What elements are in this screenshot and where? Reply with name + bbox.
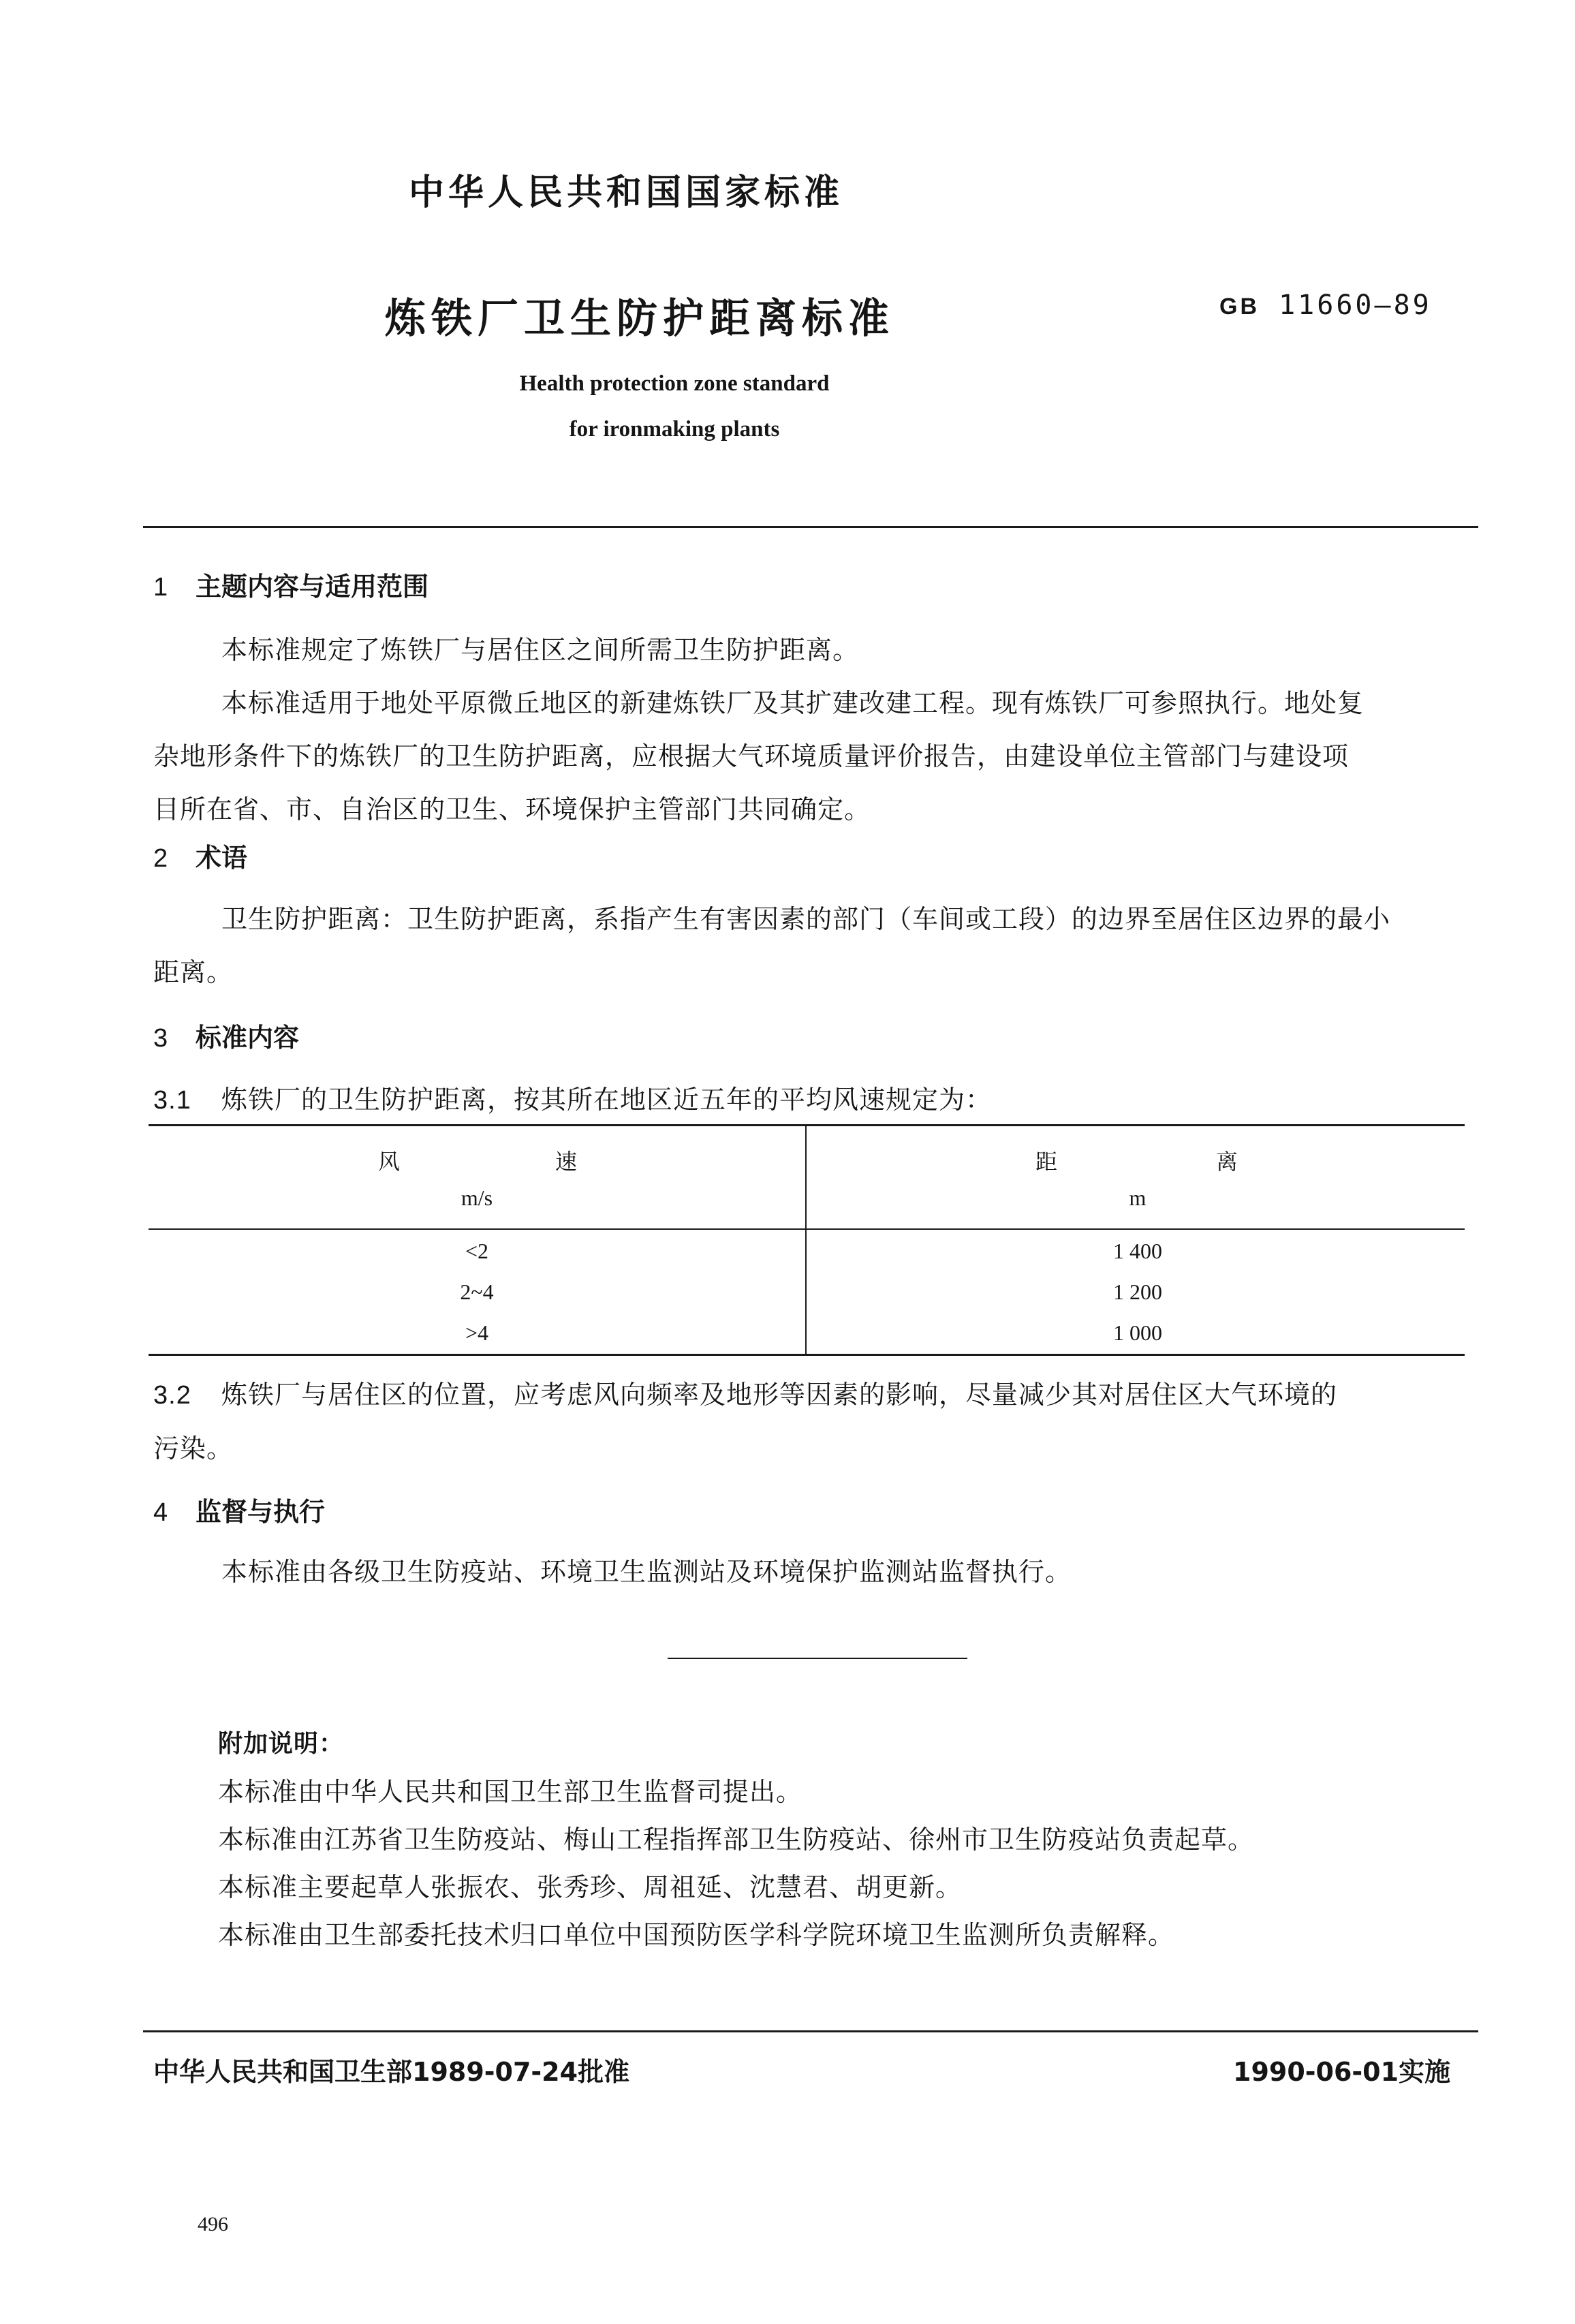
table-header-speed-b: 速 [555,1149,578,1175]
paragraph-line: 本标准适用于地处平原微丘地区的新建炼铁厂及其扩建改建工程。现有炼铁厂可参照执行。地处复 [221,688,1365,718]
standard-code-prefix: GB [1219,294,1260,320]
end-rule [668,1658,967,1659]
table-header-speed-unit: m/s [461,1186,493,1210]
header-rule [143,526,1478,528]
table-header-distance-a: 距 [1035,1149,1058,1175]
section-title: 监督与执行 [196,1497,326,1527]
document-title: 炼铁厂卫生防护距离标准 [385,295,894,343]
table-column-divider [805,1124,807,1356]
table-cell-speed: 2~4 [460,1280,494,1304]
clause-text: 炼铁厂与居住区的位置，应考虑风向频率及地形等因素的影响，尽量减少其对居住区大气环境的 [221,1380,1338,1410]
clause-text: 污染。 [153,1434,234,1463]
approval-date: 中华人民共和国卫生部1989-07-24批准 [153,2057,630,2087]
section-title: 标准内容 [196,1023,300,1053]
footer-rule [143,2030,1478,2032]
clause-3-2 [153,1368,1488,1475]
section-number: 3 [153,1024,168,1053]
paragraph-line: 卫生防护距离：卫生防护距离，系指产生有害因素的部门（车间或工段）的边界至居住区边界的最小 [221,904,1391,934]
paragraph-line: 目所在省、市、自治区的卫生、环境保护主管部门共同确定。 [153,794,871,824]
section-number: 2 [153,844,168,873]
clause-text: 炼铁厂的卫生防护距离，按其所在地区近五年的平均风速规定为： [221,1085,993,1115]
notes-heading: 附加说明： [218,1730,345,1758]
note-line: 本标准由中华人民共和国卫生部卫生监督司提出。 [218,1777,803,1807]
table-top-rule [149,1124,1465,1126]
table-header-distance-unit: m [1129,1186,1147,1210]
note-line: 本标准由江苏省卫生防疫站、梅山工程指挥部卫生防疫站、徐州市卫生防疫站负责起草。 [218,1825,1255,1855]
national-standard-heading: 中华人民共和国国家标准 [409,172,844,213]
paragraph: 本标准规定了炼铁厂与居住区之间所需卫生防护距离。 [221,635,860,665]
english-title-line-2: for ironmaking plants [569,417,780,441]
clause-3-1 [153,1073,1488,1127]
section-1-heading [153,565,428,603]
paragraph-line: 杂地形条件下的炼铁厂的卫生防护距离，应根据大气环境质量评价报告，由建设单位主管部门与建设项 [153,741,1350,771]
section-4-heading [153,1491,325,1528]
table-header-rule [149,1228,1465,1230]
note-line: 本标准主要起草人张振农、张秀珍、周祖延、沈慧君、胡更新。 [218,1872,963,1902]
section-4-body [153,1545,1488,1598]
section-number: 4 [153,1498,168,1527]
table-header-speed-a: 风 [378,1149,401,1175]
section-title: 术语 [196,843,248,873]
paragraph: 本标准由各级卫生防疫站、环境卫生监测站及环境保护监测站监督执行。 [221,1557,1072,1587]
section-2-heading [153,837,247,874]
section-3-heading [153,1017,299,1054]
page-number: 496 [198,2213,228,2235]
note-line: 本标准由卫生部委托技术归口单位中国预防医学科学院环境卫生监测所负责解释。 [218,1920,1175,1950]
table-cell-distance: 1 000 [1113,1320,1162,1345]
paragraph-line: 距离。 [153,957,234,987]
english-title-line-1: Health protection zone standard [519,371,830,396]
effective-date: 1990-06-01实施 [1233,2057,1451,2087]
table-bottom-rule [149,1354,1465,1356]
table-cell-speed: >4 [465,1320,489,1345]
additional-notes [218,1720,1485,1959]
standard-code-number: 11660—89 [1279,290,1432,321]
section-1-body [153,623,1488,836]
table-cell-distance: 1 200 [1113,1280,1162,1304]
table-cell-speed: <2 [465,1239,489,1263]
standard-code [1219,290,1432,321]
section-2-body [153,893,1488,999]
section-number: 1 [153,573,168,602]
table-header-distance-b: 离 [1216,1149,1238,1175]
clause-number: 3.2 [153,1381,191,1410]
section-title: 主题内容与适用范围 [196,572,429,602]
table-cell-distance: 1 400 [1113,1239,1162,1263]
clause-number: 3.1 [153,1086,191,1115]
